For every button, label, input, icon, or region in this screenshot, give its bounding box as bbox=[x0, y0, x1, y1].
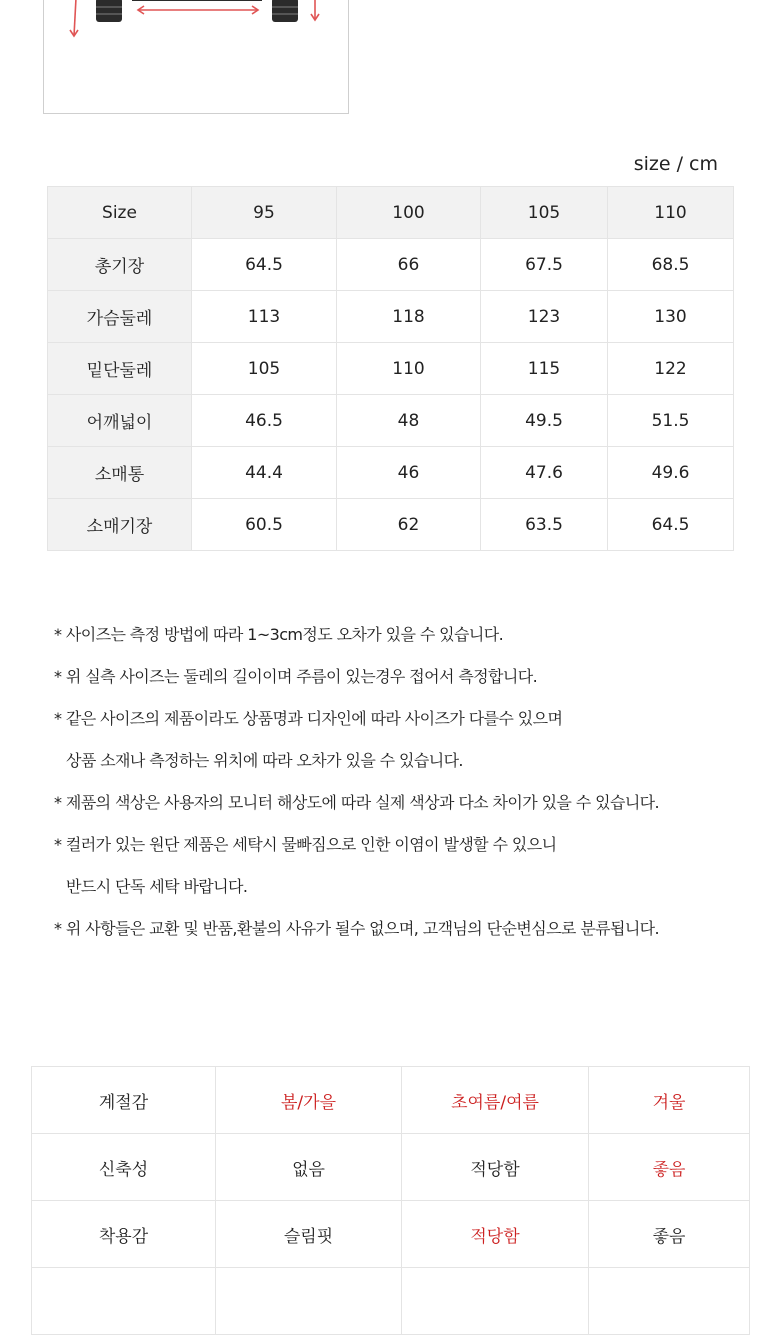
size-unit-label: size / cm bbox=[633, 153, 718, 175]
size-value: 105 bbox=[192, 343, 337, 395]
fit-option: 좋음 bbox=[589, 1201, 750, 1268]
garment-measure-illustration bbox=[44, 0, 350, 114]
size-value: 123 bbox=[481, 291, 608, 343]
garment-diagram bbox=[43, 0, 349, 114]
size-value: 64.5 bbox=[192, 239, 337, 291]
size-value: 47.6 bbox=[481, 447, 608, 499]
size-value: 68.5 bbox=[608, 239, 734, 291]
fit-option: 슬림핏 bbox=[216, 1201, 402, 1268]
size-row bbox=[48, 343, 734, 395]
fit-row-stretch bbox=[32, 1134, 750, 1201]
fit-row-label: 계절감 bbox=[32, 1067, 216, 1134]
left-cuff-shape bbox=[96, 0, 122, 22]
size-value: 118 bbox=[337, 291, 481, 343]
note-line: * 컬러가 있는 원단 제품은 세탁시 물빠짐으로 인한 이염이 발생할 수 있으니 bbox=[54, 835, 557, 854]
size-row-label: 총기장 bbox=[48, 239, 192, 291]
note-line: 상품 소재나 측정하는 위치에 따라 오차가 있을 수 있습니다. bbox=[66, 751, 463, 770]
size-value: 62 bbox=[337, 499, 481, 551]
size-row bbox=[48, 239, 734, 291]
fit-option: 겨울 bbox=[589, 1067, 750, 1134]
fit-chart-table bbox=[31, 1066, 750, 1335]
size-row-label: 어깨넓이 bbox=[48, 395, 192, 447]
size-notes bbox=[54, 622, 754, 958]
size-value: 60.5 bbox=[192, 499, 337, 551]
size-value: 49.6 bbox=[608, 447, 734, 499]
fit-row-label: 신축성 bbox=[32, 1134, 216, 1201]
size-row-label: 밑단둘레 bbox=[48, 343, 192, 395]
fit-row-empty bbox=[32, 1268, 750, 1335]
size-row bbox=[48, 447, 734, 499]
right-cuff-shape bbox=[272, 0, 298, 22]
size-chart-table bbox=[47, 186, 734, 551]
size-value: 51.5 bbox=[608, 395, 734, 447]
size-value: 46.5 bbox=[192, 395, 337, 447]
size-row-label: 가슴둘레 bbox=[48, 291, 192, 343]
size-row-label: 소매기장 bbox=[48, 499, 192, 551]
size-header-cell: Size bbox=[48, 187, 192, 239]
size-value: 48 bbox=[337, 395, 481, 447]
size-row bbox=[48, 395, 734, 447]
fit-option: 적당함 bbox=[402, 1201, 589, 1268]
size-value: 49.5 bbox=[481, 395, 608, 447]
note-line: 반드시 단독 세탁 바랍니다. bbox=[66, 877, 248, 896]
size-header-row bbox=[48, 187, 734, 239]
size-header-cell: 95 bbox=[192, 187, 337, 239]
fit-row-label: 착용감 bbox=[32, 1201, 216, 1268]
fit-row-season bbox=[32, 1067, 750, 1134]
size-value: 122 bbox=[608, 343, 734, 395]
note-line: * 위 사항들은 교환 및 반품,환불의 사유가 될수 없으며, 고객님의 단순변심으로 분류됩니다. bbox=[54, 919, 660, 938]
note-line: * 사이즈는 측정 방법에 따라 1~3cm정도 오차가 있을 수 있습니다. bbox=[54, 625, 504, 644]
size-value: 66 bbox=[337, 239, 481, 291]
size-value: 44.4 bbox=[192, 447, 337, 499]
size-row-label: 소매통 bbox=[48, 447, 192, 499]
length-arrow-left bbox=[74, 0, 76, 36]
size-value: 113 bbox=[192, 291, 337, 343]
size-row bbox=[48, 499, 734, 551]
note-line: * 같은 사이즈의 제품이라도 상품명과 디자인에 따라 사이즈가 다를수 있으며 bbox=[54, 709, 563, 728]
note-line: * 제품의 색상은 사용자의 모니터 해상도에 따라 실제 색상과 다소 차이가 있을 수 있습니다. bbox=[54, 793, 660, 812]
fit-option: 적당함 bbox=[402, 1134, 589, 1201]
size-value: 130 bbox=[608, 291, 734, 343]
size-value: 115 bbox=[481, 343, 608, 395]
size-header-cell: 100 bbox=[337, 187, 481, 239]
fit-option: 봄/가을 bbox=[216, 1067, 402, 1134]
size-header-cell: 105 bbox=[481, 187, 608, 239]
size-row bbox=[48, 291, 734, 343]
size-value: 64.5 bbox=[608, 499, 734, 551]
fit-row-comfort bbox=[32, 1201, 750, 1268]
fit-option: 초여름/여름 bbox=[402, 1067, 589, 1134]
fit-option: 좋음 bbox=[589, 1134, 750, 1201]
size-value: 110 bbox=[337, 343, 481, 395]
size-value: 46 bbox=[337, 447, 481, 499]
fit-option: 없음 bbox=[216, 1134, 402, 1201]
size-value: 67.5 bbox=[481, 239, 608, 291]
size-value: 63.5 bbox=[481, 499, 608, 551]
size-header-cell: 110 bbox=[608, 187, 734, 239]
note-line: * 위 실측 사이즈는 둘레의 길이이며 주름이 있는경우 접어서 측정합니다. bbox=[54, 667, 538, 686]
